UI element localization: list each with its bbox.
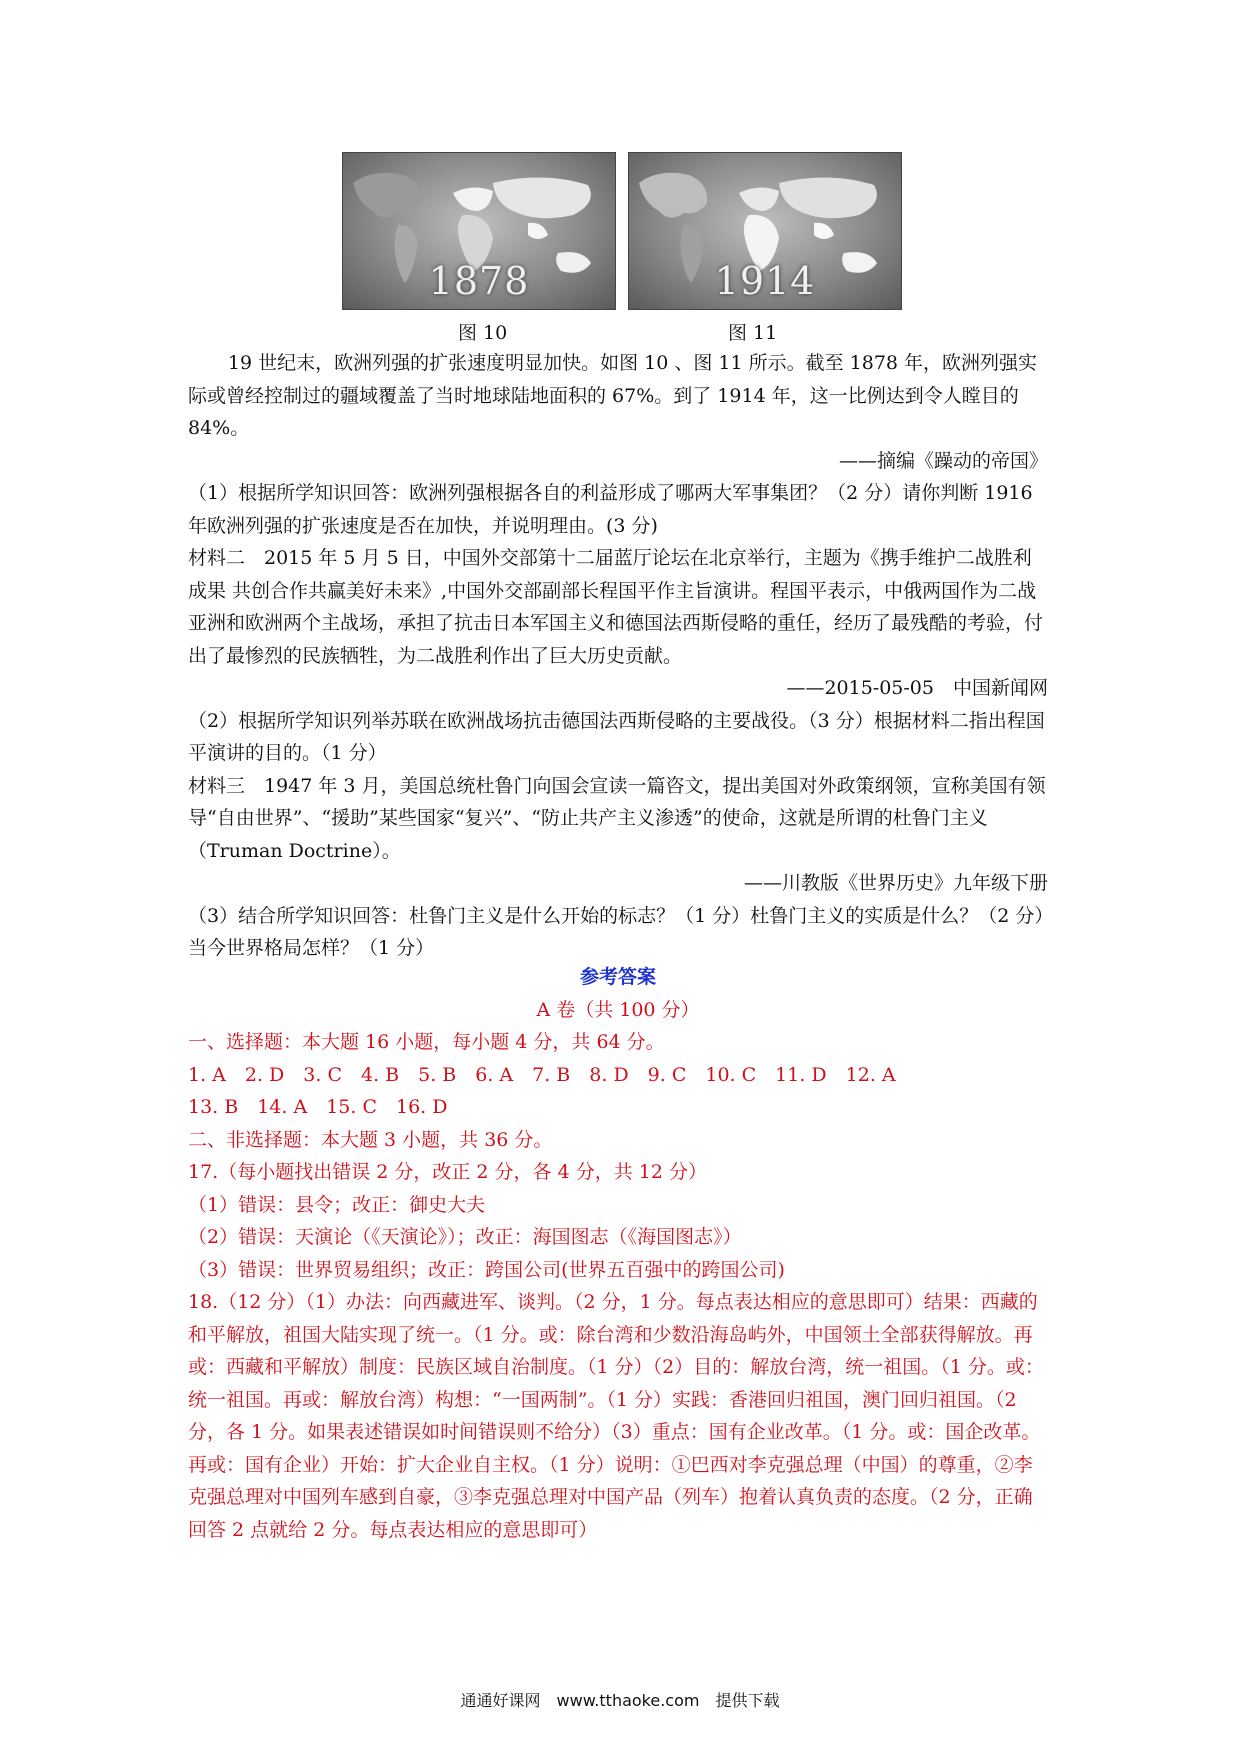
question-1: （1）根据所学知识回答：欧洲列强根据各自的利益形成了哪两大军事集团？（2 分）请你判断 1916 年欧洲列强的扩张速度是否在加快，并说明理由。(3 分) [188,482,1033,537]
map-year-label: 1914 [714,259,816,303]
material2-paragraph: 材料二 2015 年 5 月 5 日，中国外交部第十二届蓝厅论坛在北京举行，主题为《携手维护二战胜利成果 共创合作共赢美好未来》,中国外交部副部长程国平作主旨演讲。程国平表示，中俄两国作为二战亚洲和欧洲两个主战场，承担了抗击日本军国主义和德国法西斯侵略的重任，经历了最残酷的考验，付出了最惨烈的民族牺牲，为二战胜利作出了巨大历史贡献。 [188,547,1044,667]
material3-source: ——川教版《世界历史》九年级下册 [743,872,1048,894]
map-year-label: 1878 [428,259,530,303]
answer-section-2: 二、非选择题：本大题 3 小题，共 36 分。 [188,1128,553,1151]
answer-section-1: 一、选择题：本大题 16 小题，每小题 4 分，共 64 分。 [188,1031,665,1053]
material1-paragraph: 19 世纪末，欧洲列强的扩张速度明显加快。如图 10 、图 11 所示。截至 1878 年，欧洲列强实际或曾经控制过的疆域覆盖了当时地球陆地面积的 67%。到了 1914 年，这一比例达到令人瞠目的 84%。 [188,352,1038,439]
q17-header: 17.（每小题找出错误 2 分，改正 2 分，各 4 分，共 12 分） [188,1161,707,1183]
world-map-1878 [342,152,616,310]
answer-key [188,961,1048,1546]
q17-answer-2: （2）错误：天演论（《天演论》）；改正：海国图志（《海国图志》） [188,1226,742,1248]
mc-answers-line-1: 1. A 2. D 3. C 4. B 5. B 6. A 7. B 8. D 9. C 10. C 11. D 12. A [188,1063,896,1086]
world-map-1914 [628,152,902,310]
question-2: （2）根据所学知识列举苏联在欧洲战场抗击德国法西斯侵略的主要战役。（3 分）根据材料二指出程国平演讲的目的。（1 分） [188,709,1045,764]
material3-paragraph: 材料三 1947 年 3 月，美国总统杜鲁门向国会宣读一篇咨文，提出美国对外政策纲领，宣称美国有领导“自由世界”、“援助”某些国家“复兴”、“防止共产主义渗透”的使命，这就是所谓的杜鲁门主义（Truman Doctrine）。 [188,774,1046,862]
material2-source: ——2015-05-05 中国新闻网 [786,677,1048,699]
material1-source: ——摘编《躁动的帝国》 [838,449,1048,472]
map-figures [342,152,902,312]
q17-answer-1: （1）错误：县令；改正：御史大夫 [188,1193,486,1216]
answer-title: 参考答案 [579,966,656,988]
question-3: （3）结合所学知识回答：杜鲁门主义是什么开始的标志？（1 分）杜鲁门主义的实质是什么？（2 分）当今世界格局怎样？（1 分） [188,904,1044,959]
question-block [188,347,1048,965]
answer-volume: A 卷（共 100 分） [536,998,700,1021]
q17-answer-3: （3）错误：世界贸易组织；改正：跨国公司(世界五百强中的跨国公司) [188,1258,785,1281]
page-footer: 通通好课网 www.tthaoke.com 提供下载 [460,1691,780,1710]
q18-answer: 18.（12 分）（1）办法：向西藏进军、谈判。（2 分，1 分。每点表达相应的意思即可）结果：西藏的和平解放，祖国大陆实现了统一。（1 分。或：除台湾和少数沿海岛屿外，中国领土全部获得解放。再或：西藏和平解放）制度：民族区域自治制度。（1 分）（2）目的：解放台湾，统一祖国。（1 分。或：统一祖国。再或：解放台湾）构想：“一国两制”。（1 分）实践：香港回归祖国，澳门回归祖国。（2 分，各 1 分。如果表述错误如时间错误则不给分）（3）重点：国有企业改革。（1 分。或：国企改革。再或：国有企业）开始：扩大企业自主权。（1 分）说明：①巴西对李克强总理（中国）的尊重，②李克强总理对中国列车感到自豪，③李克强总理对中国产品（列车）抱着认真负责的态度。（2 分，正确回答 2 点就给 2 分。每点表达相应的意思即可） [188,1291,1044,1541]
mc-answers-line-2: 13. B 14. A 15. C 16. D [188,1096,448,1118]
figure-caption-11: 图 11 [728,322,778,344]
figure-caption-10: 图 10 [458,322,508,344]
